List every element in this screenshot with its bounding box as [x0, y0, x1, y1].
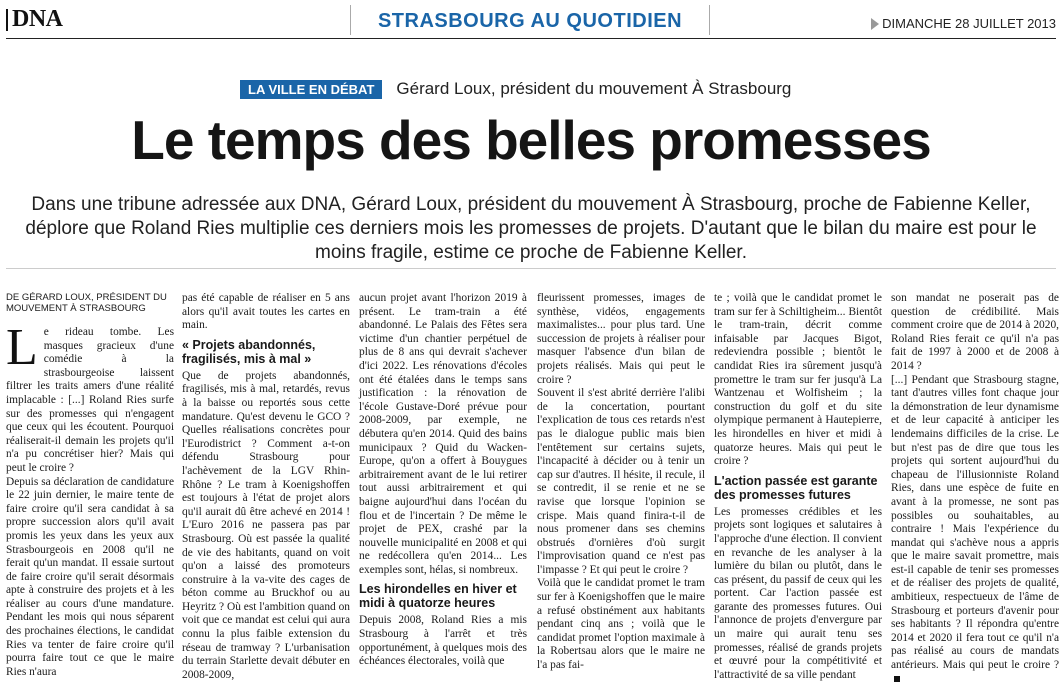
subheading: « Projets abandonnés, fragilisés, mis à mal »	[182, 337, 316, 366]
paragraph: Voilà que le candidat promet le tram sur fer à Koenigshoffen que le maire a refusé obstinément aux habitants pendant cinq ans ; voilà que le candidat promet l'option maximale à la Robertsau alors que le maire ne l'a pas fai-	[537, 577, 705, 672]
paragraph-text: [...] Pendant que Strasbourg stagne, tant d'autres villes font chaque jour la démonstration de leur dynamisme et de leur capacité à anticiper les lendemains difficiles de la crise. Le but n'est pas de dire que tous les projets qui sortent aujourd'hui du chapeau de l'illusionniste Roland Ries, dans une espèce de fuite en avant à la promesse, ne sont pas possibles ou souhaitables, au contraire ! Mais l'expérience du mandat qui s'achève nous a appris que le maire savait promettre, mais est-il capable de tenir ses promesses et de réaliser des projets de qualité, ambitieux, respectueux de l'âme de Strasbourg et porteurs d'avenir pour ses habitants ? Il répondra qu'entre 2014 et 2020 il fera tout ce qu'il n'a pas réalisé au cours de mandats antérieurs. Mais qui peut le croire ?	[891, 373, 1059, 672]
paragraph	[6, 319, 174, 476]
paragraph: Les promesses crédibles et les projets sont logiques et salutaires à l'approche d'une élection. Il convient en revanche de les analyser à la lumière du bilan ou plutôt, dans le cas présent, du passif de ceux qui les portent. Car l'action passée est garante des promesses futures. Oui l'annonce de projets d'envergure par un maire qui aurait tenu ses promesses, réalisé de grands projets et œuvré pour la compétitivité et l'attractivité de sa ville pendant	[714, 505, 882, 681]
logo-text: DNA	[12, 6, 63, 32]
date-text: DIMANCHE 28 JUILLET 2013	[882, 16, 1056, 31]
logo-bar	[6, 9, 8, 31]
paragraph: aucun projet avant l'horizon 2019 à présent. Le tram-train a été abandonné. Le Palais des Fêtes sera victime d'un chantier perpétuel de plus de 8 ans qui devrait s'achever d'ici 2022. Les rénovations d'écoles ont été étalées dans le temps sans justification : la rénovation de l'école Gustave-Doré prévue pour 2008-2009, par exemple, ne débutera qu'en 2014. Quid des bains municipaux ? Quid du Wacken-Europe, qu'on a offert à Bouygues arbitrairement avant de le lui retirer tout aussi arbitrairement et qui baigne aujourd'hui dans l'océan du flou et de l'incertain ? De même le projet de PEX, crashé par la nouvelle municipalité en 2008 et qui ne redécollera qu'en 2014... Les exemples sont, hélas, si nombreux.	[359, 292, 527, 576]
headline: Le temps des belles promesses	[131, 109, 931, 171]
lead-divider	[6, 268, 1056, 269]
header-rule	[6, 38, 1056, 39]
paragraph: fleurissent promesses, images de synthèse, vidéos, engagements maximalistes... pour plus tard. Une succession de projets à réaliser pour masquer l'absence d'un bilan de projets réalisés. Mais qui peut le croire ?	[537, 292, 705, 386]
paragraph-text: e rideau tombe. Les masques gracieux d'une comédie à la strasbourgeoise laissent filtrer les traits amers d'une réalité implacable : [...] Roland Ries surfe sur des promesses qui n'engagent que ceux qui les écoutent. Pourquoi réaliserait-il demain les projets qu'il n'a pu concrétiser hier? Mais qui peut le croire ?	[6, 326, 174, 474]
column-1	[6, 292, 174, 679]
paragraph: Depuis 2008, Roland Ries a mis Strasbourg à l'arrêt et très opportunément, à quelques mois des échéances électorales, voilà que	[359, 614, 527, 668]
byline: DE GÉRARD LOUX, PRÉSIDENT DU MOUVEMENT À STRASBOURG	[6, 292, 167, 314]
paragraph: pas été capable de réaliser en 5 ans alors qu'il avait toutes les cartes en main.	[182, 292, 350, 332]
paragraph: son mandat ne poserait pas de question de crédibilité. Mais comment croire que de 2014 à 2020, Roland Ries ferait ce qu'il n'a pas fait de 1997 à 2000 et de 2008 à 2014 ?	[891, 292, 1059, 372]
date-arrow-icon	[871, 18, 879, 30]
lead-paragraph: Dans une tribune adressée aux DNA, Gérard Loux, président du mouvement À Strasbourg, proche de Fabienne Keller, déplore que Roland Ries multiplie ces derniers mois les promesses de projets. D'autant que le bilan du maire est pour le moins fragile, estime ce proche de Fabienne Keller.	[25, 194, 1037, 263]
column-4	[537, 292, 705, 673]
section-title: STRASBOURG AU QUOTIDIEN	[377, 10, 683, 32]
issue-date	[871, 16, 1056, 31]
kicker-text: Gérard Loux, président du mouvement À Strasbourg	[396, 79, 792, 98]
end-of-article-icon	[894, 676, 900, 682]
page-header	[0, 0, 1062, 40]
kicker	[240, 78, 791, 100]
section-banner	[350, 5, 710, 35]
column-3	[359, 292, 527, 669]
paragraph: te ; voilà que le candidat promet le tram sur fer à Schiltigheim... Bientôt le tram-train, décrit comme infaisable par Jacques Bigot, redeviendra possible ; bientôt le candidat Ries ira sûrement jusqu'à promettre le tram sur fer jusqu'à La Wantzenau et Wolfisheim ; la construction du golf et du site olympique permanent à Hautepierre, les hirondelles en hiver et midi à quatorze heures. Mais qui peut le croire ?	[714, 292, 882, 468]
subheading: L'action passée est garante des promesses futures	[714, 473, 878, 502]
kicker-tag: LA VILLE EN DÉBAT	[240, 80, 382, 99]
paragraph	[891, 374, 1059, 687]
column-2	[182, 292, 350, 682]
newspaper-logo	[6, 6, 63, 33]
paragraph: Depuis sa déclaration de candidature le 22 juin dernier, le maire tente de faire croire qu'il sera candidat à sa propre succession alors qu'il avait promis les yeux dans les yeux aux Strasbourgeois en 2008 qu'il ne ferait qu'un mandat. Il essaie surtout de faire croire qu'il serait désormais apte à construire des projets et à les réaliser au cours d'une mandature. Pendant les mois qui nous séparent des prochaines élections, le candidat Ries va tenter de faire croire qu'il pourra faire tout ce que le maire Ries n'aura	[6, 475, 174, 678]
paragraph: Que de projets abandonnés, fragilisés, mis à mal, retardés, revus à la baisse ou reportés sous cette mandature. Qu'est devenu le GCO ? Quelles réalisations concrètes pour l'Eurodistrict ? Comment a-t-on défendu Strasbourg pour l'achèvement de la LGV Rhin-Rhône ? Le tram à Koenigshoffen est toujours à l'état de projet alors qu'il aurait dû être achevé en 2014 ! L'Euro 2016 ne passera pas par Strasbourg. Où est passée la qualité de vie des habitants, quand on voit qu'on a laissé des promoteurs construire à la va-vite des cages de béton comme au Bruckhof ou au Heyritz ? Où est l'ambition quand on voit que ce mandat est celui qui aura connu la plus faible extension du réseau de tramway ? L'urbanisation du terrain Starlette devait débuter en 2008-2009,	[182, 369, 350, 681]
column-5	[714, 292, 882, 682]
column-6	[891, 292, 1059, 686]
dropcap: L	[6, 319, 38, 376]
paragraph: Souvent il s'est abrité derrière l'alibi de la concertation, pourtant l'explication de tous ces retards n'est pas le dialogue public mais bien l'entêtement sur certains sujets, l'incapacité à décider ou à tenir un cap sur d'autres. Il hésite, il recule, il se contredit, il se renie et ne se ravise que lorsque l'opinion se crispe. Mais quand finira-t-il de nous promener dans ses chemins obstrués d'ornières d'où surgit l'improvisation quand ce n'est pas l'impasse ? Et qui peut le croire ?	[537, 387, 705, 576]
subheading: Les hirondelles en hiver et midi à quatorze heures	[359, 582, 517, 611]
